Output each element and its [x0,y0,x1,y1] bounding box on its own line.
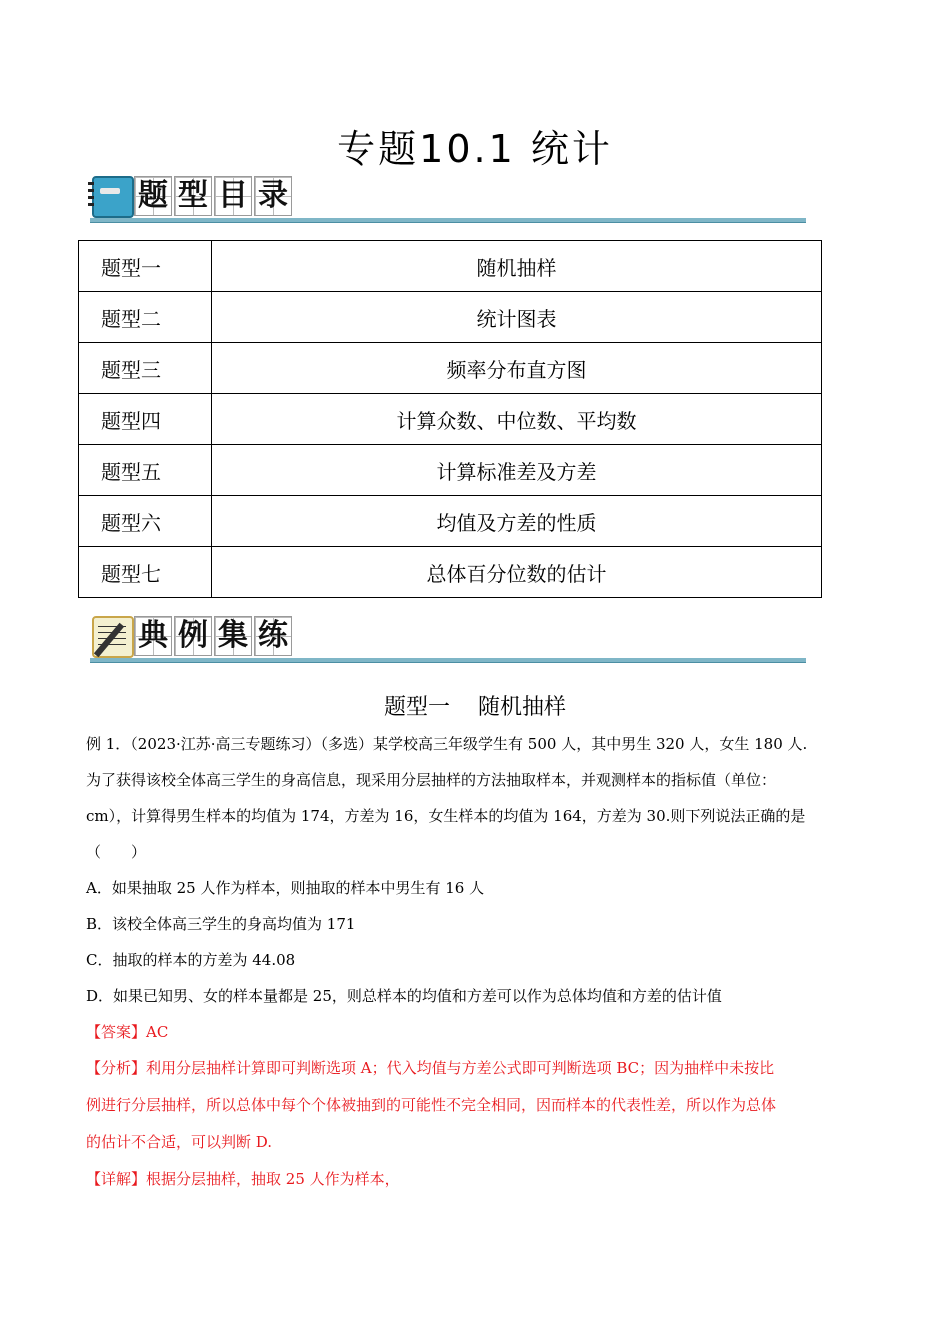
heading-char: 典 [134,616,172,656]
section-banner-examples [90,614,810,664]
toc-row [79,547,822,598]
toc-value: 计算众数、中位数、平均数 [212,394,822,445]
pencil-paper-icon [92,616,134,658]
toc-value: 计算标准差及方差 [212,445,822,496]
toc-row [79,241,822,292]
toc-row [79,343,822,394]
toc-value: 随机抽样 [212,241,822,292]
toc-key: 题型七 [79,547,212,598]
toc-key: 题型三 [79,343,212,394]
heading-char: 录 [254,176,292,216]
toc-value: 总体百分位数的估计 [212,547,822,598]
option-b: B．该校全体高三学生的身高均值为 171 [86,915,356,933]
question-line: cm），计算得男生样本的均值为 174，方差为 16，女生样本的均值为 164，方差为 30.则下列说法正确的是 [86,807,806,825]
toc-row [79,496,822,547]
toc-table [78,240,822,598]
question-line: 为了获得该校全体高三学生的身高信息，现采用分层抽样的方法抽取样本，并观测样本的指标值（单位： [86,771,777,789]
toc-value: 频率分布直方图 [212,343,822,394]
option-c: C．抽取的样本的方差为 44.08 [86,951,296,969]
toc-value: 均值及方差的性质 [212,496,822,547]
analysis-line: 的估计不合适，可以判断 D. [86,1133,273,1151]
question-line: 例 1．（2023·江苏·高三专题练习）（多选）某学校高三年级学生有 500 人，其中男生 320 人，女生 180 人. [86,735,808,753]
analysis-line: 【分析】利用分层抽样计算即可判断选项 A；代入均值与方差公式即可判断选项 BC；因为抽样中未按比 [86,1059,775,1077]
heading-char: 目 [214,176,252,216]
analysis-line: 例进行分层抽样，所以总体中每个个体被抽到的可能性不完全相同，因而样本的代表性差，所以作为总体 [86,1096,777,1114]
example-body [86,726,866,1198]
option-a: A．如果抽取 25 人作为样本，则抽取的样本中男生有 16 人 [86,879,485,897]
toc-row [79,394,822,445]
notebook-icon [92,176,134,218]
option-d: D．如果已知男、女的样本量都是 25，则总样本的均值和方差可以作为总体均值和方差的估计值 [86,987,722,1005]
toc-value: 统计图表 [212,292,822,343]
heading-char: 集 [214,616,252,656]
toc-key: 题型二 [79,292,212,343]
toc-key: 题型四 [79,394,212,445]
question-line: （ ） [86,843,147,861]
detail-line: 【详解】根据分层抽样，抽取 25 人作为样本， [86,1170,400,1188]
document-title: 专题10.1 统计 [337,127,613,171]
heading-char: 练 [254,616,292,656]
section-divider [90,218,806,223]
section-banner-toc [90,174,810,224]
toc-key: 题型一 [79,241,212,292]
toc-row [79,292,822,343]
heading-char: 例 [174,616,212,656]
toc-key: 题型六 [79,496,212,547]
section-heading-examples [134,616,292,656]
part-label: 题型一 [383,695,450,720]
part-heading [0,690,950,721]
part-name: 随机抽样 [478,695,567,720]
answer: 【答案】AC [86,1023,169,1041]
heading-char: 型 [174,176,212,216]
section-divider [90,658,806,663]
toc-key: 题型五 [79,445,212,496]
section-heading-toc [134,176,292,216]
toc-row [79,445,822,496]
heading-char: 题 [134,176,172,216]
